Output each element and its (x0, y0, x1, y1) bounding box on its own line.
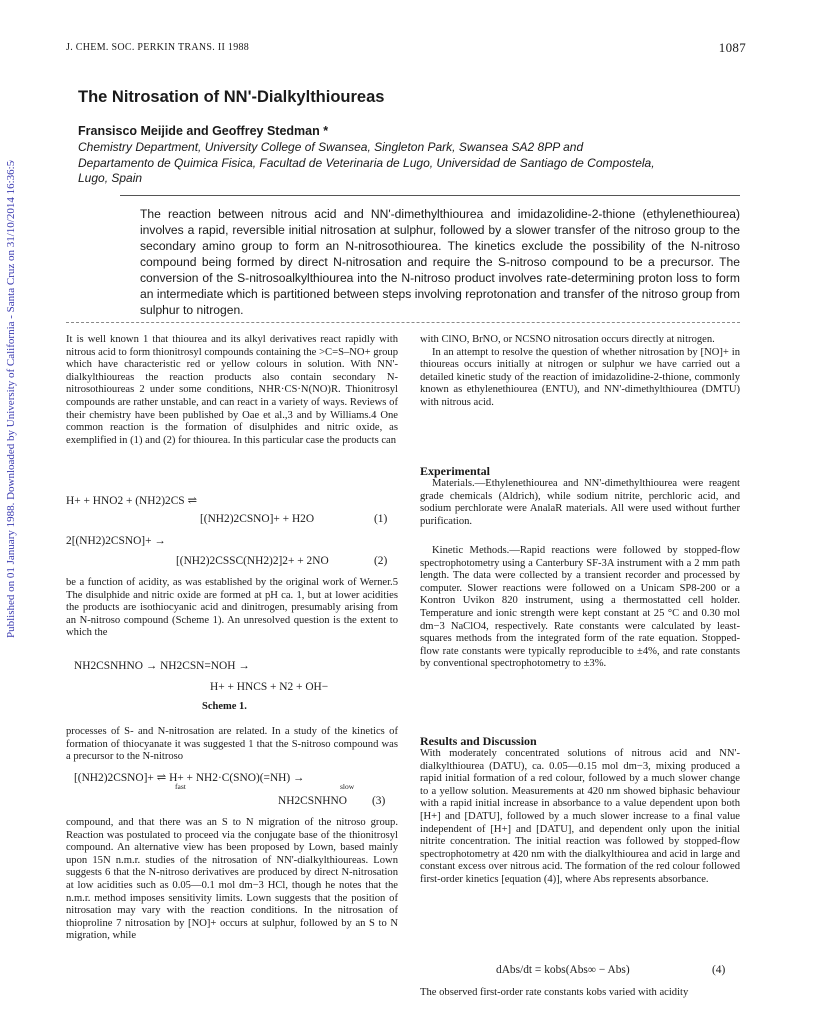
materials-paragraph: Materials.—Ethylenethiourea and NN'-dimethylthiourea were reagent grade chemicals (Aldrich), while sodium nitrite, perchloric acid, and sodium perchlorate were AnalaR materials. All were used without further purification. (420, 478, 740, 527)
affiliation-line: Chemistry Department, University College of Swansea, Singleton Park, Swansea SA2 8PP and (78, 140, 584, 154)
equation-2-line-2: [(NH2)2CSSC(NH2)2]2+ + 2NO (176, 555, 329, 567)
kinetic-methods-paragraph: Kinetic Methods.—Rapid reactions were followed by stopped-flow spectrophotometry using a Canterbury SF-3A instrument with a 2 mm path length. The data were collected by a transient recorder and processed by computer. Slower reactions were followed on a Unicam SP8-200 or a Kontron Uvikon 820 instrument, using a thermostatted cell holder. Temperature and ionic strength were kept constant at 25 °C and 0.30 mol dm−3 NaClO4, respectively. Rate constants were calculated by least-squares methods from the integrated form of the rate equation. Stopped-flow rate constants were typically reproducible to ±4%, and rate constants by conventional spectrophotometry to ±3%. (420, 545, 740, 670)
abstract-bottom-rule (66, 322, 740, 323)
equation-3-fast-label: fast (175, 782, 186, 791)
running-header (66, 40, 746, 56)
equation-3-line-2: NH2CSNHNO (278, 795, 347, 807)
article-authors: Fransisco Meijide and Geoffrey Stedman * (78, 124, 329, 138)
equation-3-slow-label: slow (340, 782, 355, 791)
scheme-1-line-1: NH2CSNHNO → NH2CSN=NOH → (74, 660, 250, 672)
journal-citation: J. CHEM. SOC. PERKIN TRANS. II 1988 (66, 42, 250, 53)
left-paragraph-2: be a function of acidity, as was established by the original work of Werner.5 The disulphide and nitric oxide are formed at pH ca. 1, but at lower acidities the products are isothiocyanic acid and dinitrogen, presumably arising from an N-nitroso compound (Scheme 1). An unresolved question is the extent to which the (66, 577, 398, 639)
equation-4-number: (4) (712, 964, 726, 976)
equation-2-line-1: 2[(NH2)2CSNO]+ → (66, 535, 166, 547)
scheme-1-line-2: H+ + HNCS + N2 + OH− (210, 681, 329, 693)
abstract: The reaction between nitrous acid and NN'-dimethylthiourea and imidazolidine-2-thione (ethylenethiourea) involves a rapid, reversible initial nitrosation at sulphur, followed by a slower transfer of the nitroso group to the secondary amino group to form an N-nitrosothiourea. The kinetics exclude the possibility of the N-nitroso compound being formed by direct N-nitrosation and require the S-nitroso compound to be a precursor. The conversion of the S-nitrosoalkylthiourea into the N-nitroso product involves rate-determining proton loss to form an intermediate which is partitioned between steps involving reprotonation and transfer of the nitroso group from sulphur to nitrogen. (140, 207, 740, 317)
affiliation-line: Departamento de Quimica Fisica, Facultad de Veterinaria de Lugo, Universidad de Santiago de Compostela, (78, 155, 655, 170)
equation-4: dAbs/dt = kobs(Abs∞ − Abs) (496, 964, 630, 976)
right-paragraph-1: with ClNO, BrNO, or NCSNO nitrosation occurs directly at nitrogen. In an attempt to resolve the question of whether nitrosation by [NO]+ in thioureas occurs initially at nitrogen or sulphur we have carried out a detailed kinetic study of the reaction of imidazolidine-2-thione, commonly known as ethylenethiourea (ENTU), and NN'-dimethylthiourea (DMTU) with nitrous acid. (420, 334, 740, 408)
watermark-text: Published on 01 January 1988. Downloaded by University of California - Santa Cruz on 31/10/2014 16:36:50. (5, 160, 17, 638)
equation-1-line-1: H+ + HNO2 + (NH2)2CS ⇌ (66, 495, 198, 507)
affiliation-line: Lugo, Spain (78, 171, 143, 186)
left-intro-paragraph: It is well known 1 that thiourea and its alkyl derivatives react rapidly with nitrous acid to form thionitrosyl compounds containing the >C=S–NO+ group which have characteristic red or yellow colours in solution. With NN'-dialkylthioureas the reaction products also contain secondary N-nitrosothioureas 2 under some conditions, NHR·CS·N(NO)R. Thionitrosyl compounds are rather unstable, and can react in a variety of ways. Reviews of their chemistry have been published by Oae et al.,3 and by Williams.4 One common reaction is the formation of disulphides and nitric oxide, as exemplified in (1) and (2) for thiourea. In this particular case the products can (66, 334, 398, 446)
results-heading: Results and Discussion (420, 734, 537, 748)
article-title: The Nitrosation of NN'-Dialkylthioureas (78, 88, 385, 106)
experimental-heading: Experimental (420, 464, 490, 478)
left-paragraph-4: compound, and that there was an S to N migration of the nitroso group. Reaction was postulated to proceed via the conjugate base of the thionitrosyl compound. An alternative view has been proposed by Lown, based mainly upon 15N n.m.r. studies of the nitrosation of NN'-dialkylthioureas. Lown suggests 6 that the N-nitroso derivatives are produced by direct N-nitrosation at low acidities such as 0.05—0.1 mol dm−3 HCl, though he notes that the n.m.r. method imposes sensitivity limits. Lown suggests that the position of nitrosation may vary with the reaction conditions. In the nitrosation of thioproline 7 nitrosation by [NO]+ occurs at sulphur, followed by an S to N migration, while (66, 817, 398, 942)
equation-1-number: (1) (374, 513, 388, 525)
equation-2-number: (2) (374, 555, 388, 567)
scheme-1-label: Scheme 1. (202, 701, 247, 712)
abstract-top-rule (120, 195, 740, 196)
results-paragraph: With moderately concentrated solutions of nitrous acid and NN'-dialkylthiourea (DATU), ca. 0.05—0.15 mol dm−3, mixing produced a rapid initial formation of a red colour, followed by a much slower change to a yellow solution. Measurements at 420 nm showed biphasic behaviour with a rapid initial increase in absorbance to a value dependent upon both [H+] and [DATU], followed by a much slower increase to a final value independent of [H+] and [DATU], and dependent only upon the initial nitrite concentration. The initial reaction was followed by stopped-flow spectrophotometry at 420 nm with the dialkylthiourea and acid in large and constant excess over nitrous acid. The formation of the red colour followed first-order kinetics [equation (4)], where Abs represents absorbance. (420, 748, 740, 885)
left-paragraph-3: processes of S- and N-nitrosation are related. In a study of the kinetics of formation of thiocyanate it was suggested 1 that the S-nitroso compound was a precursor to the N-nitroso (66, 726, 398, 763)
results-continuation: The observed first-order rate constants kobs varied with acidity (420, 987, 689, 998)
author-affiliation (78, 140, 718, 187)
equation-3-number: (3) (372, 795, 386, 807)
page-number: 1087 (718, 40, 746, 55)
download-watermark (2, 160, 18, 640)
equation-1-line-2: [(NH2)2CSNO]+ + H2O (200, 513, 315, 525)
equation-3-line-1: [(NH2)2CSNO]+ ⇌ H+ + NH2·C(SNO)(=NH) → (74, 772, 305, 784)
